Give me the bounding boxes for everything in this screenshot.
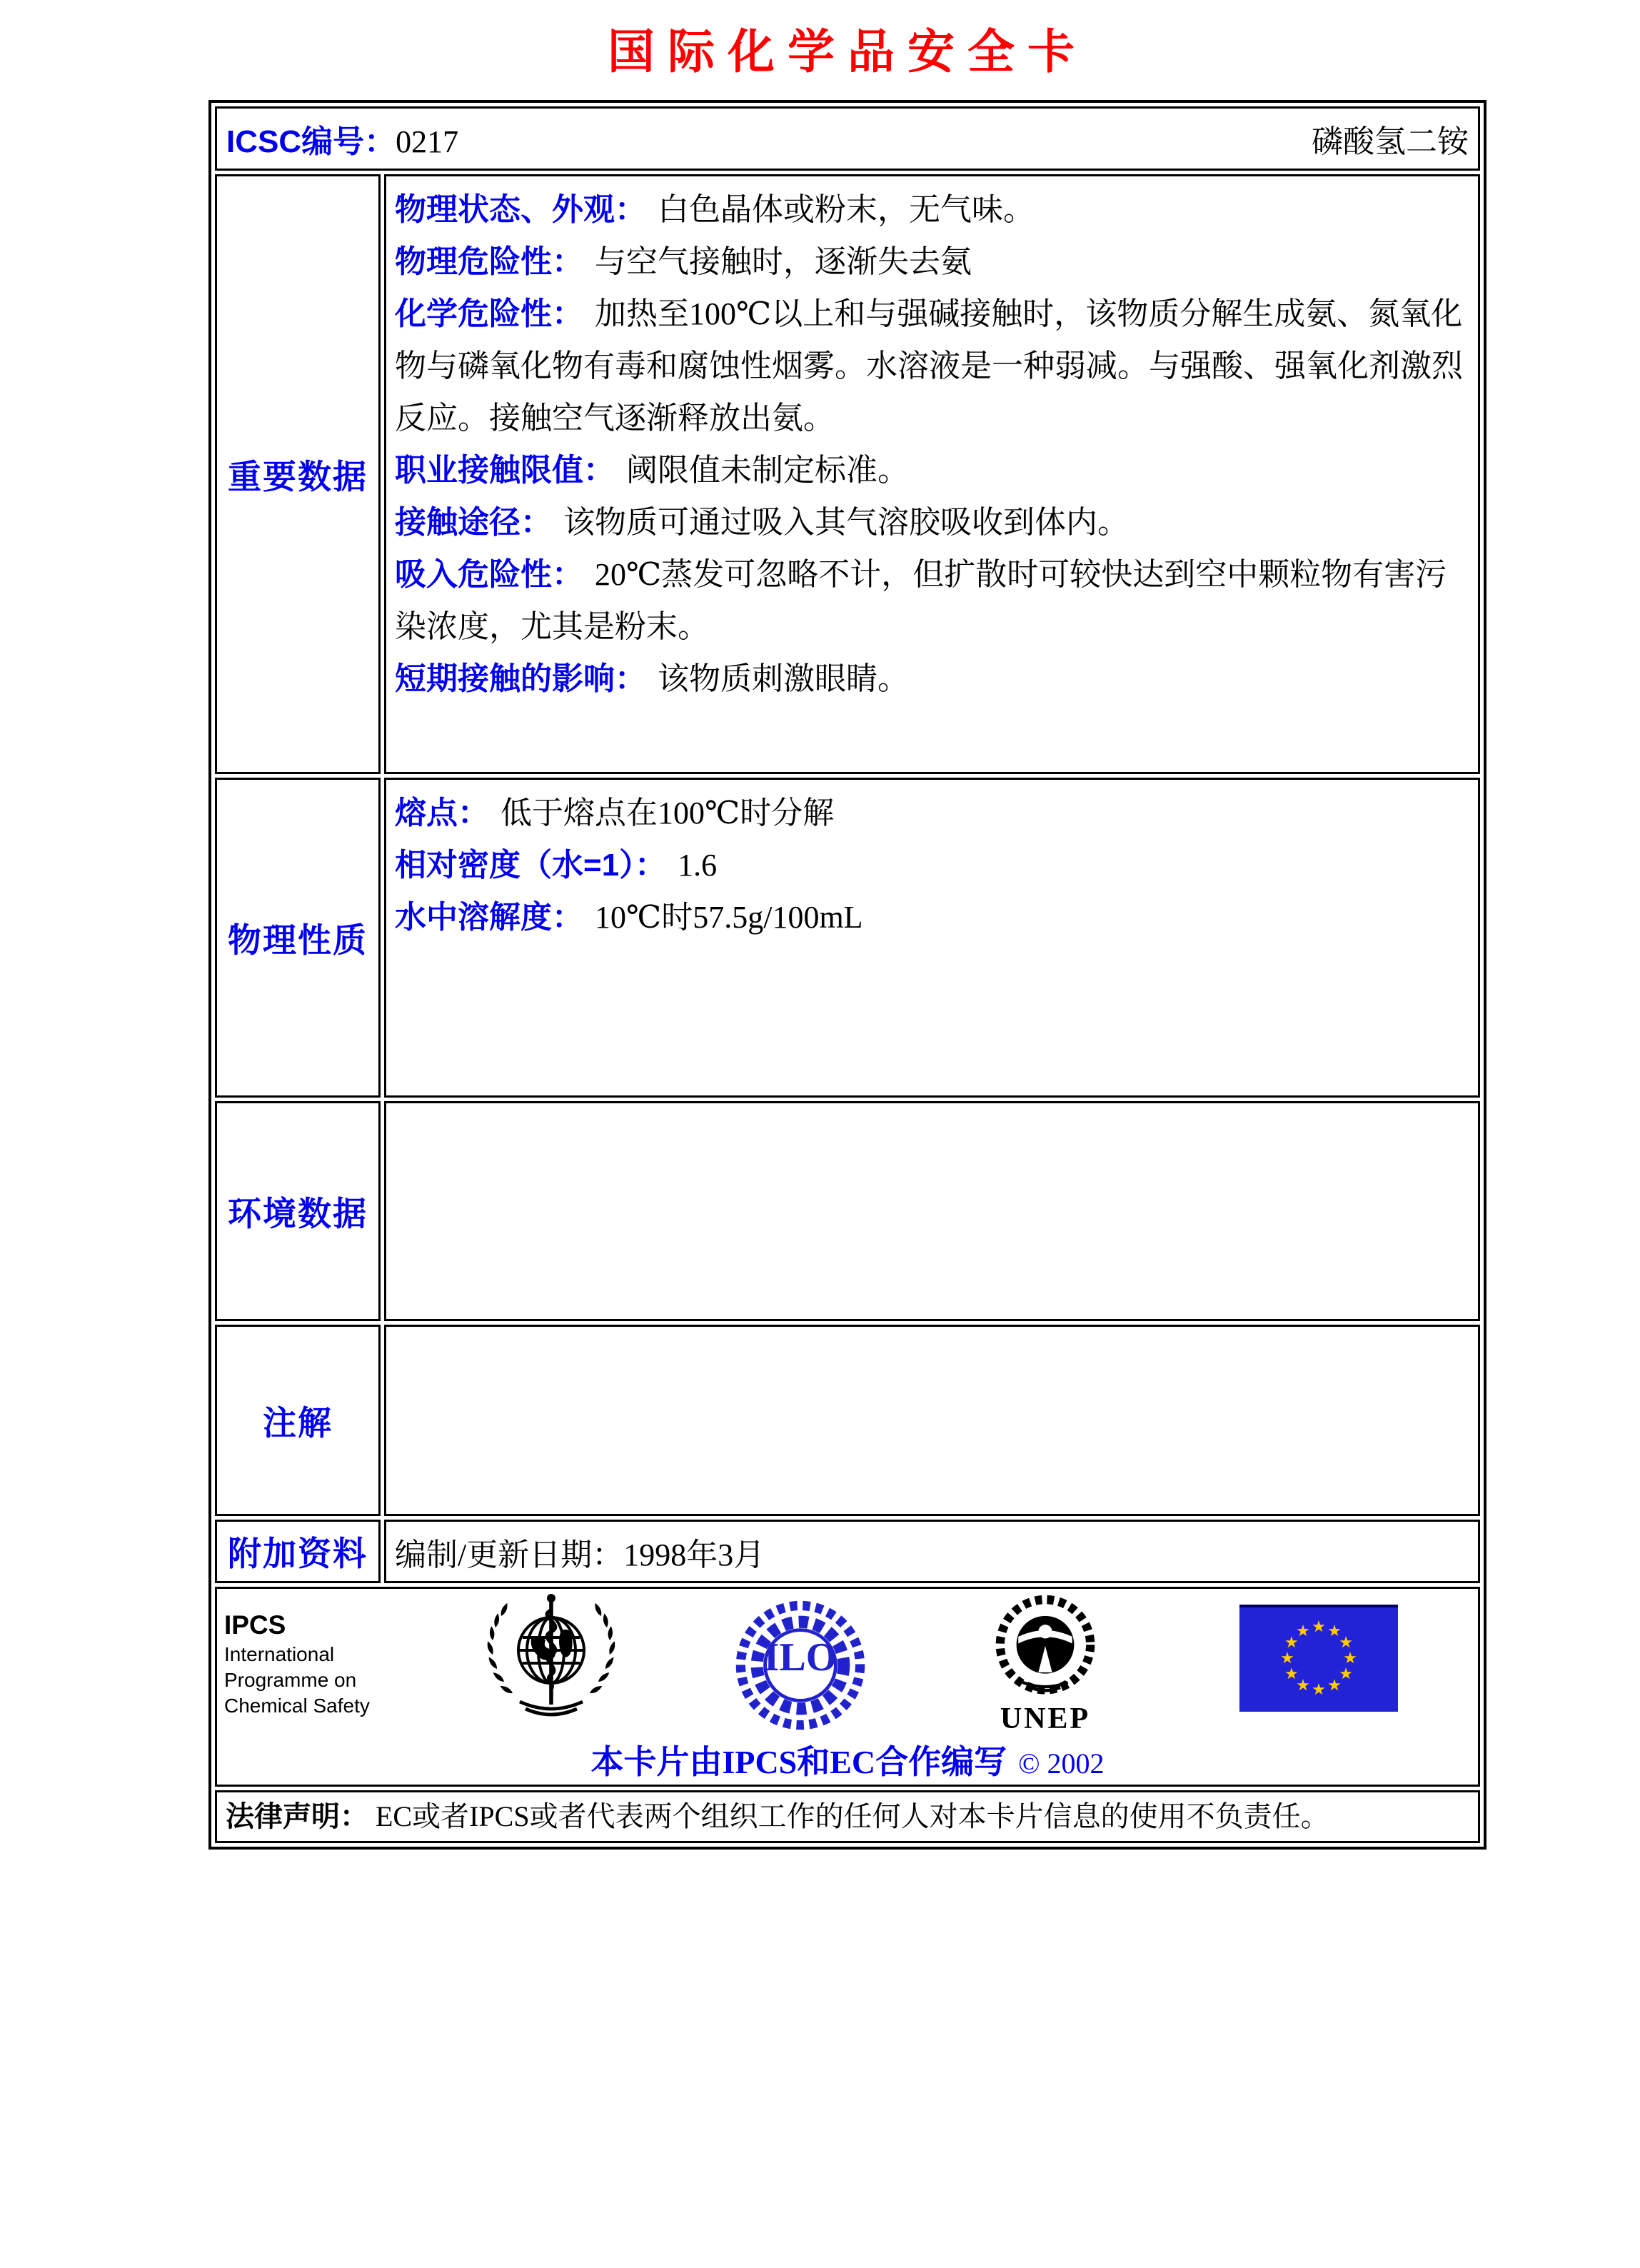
legal-label: 法律声明： bbox=[226, 1801, 368, 1832]
field-exposure-route bbox=[395, 496, 1468, 548]
field-chemical-hazard bbox=[395, 288, 1468, 444]
field-value: 10℃时57.5g/100mL bbox=[595, 900, 863, 935]
field-label: 化学危险性： bbox=[395, 296, 583, 331]
row-label-physical-properties: 物理性质 bbox=[215, 778, 381, 1098]
field-melting-point bbox=[395, 787, 1468, 839]
ipcs-line: Chemical Safety bbox=[224, 1695, 370, 1717]
important-data-content bbox=[384, 174, 1480, 774]
field-value: 该物质刺激眼睛。 bbox=[658, 661, 909, 696]
ilo-logo-block bbox=[733, 1597, 868, 1735]
field-physical-state bbox=[395, 184, 1468, 236]
row-label-environmental-data: 环境数据 bbox=[215, 1101, 381, 1321]
field-relative-density bbox=[395, 839, 1468, 891]
field-value: 该物质可通过吸入其气溶胶吸收到体内。 bbox=[563, 505, 1129, 540]
notes-content bbox=[384, 1325, 1480, 1516]
who-logo-icon bbox=[480, 1593, 623, 1742]
legal-row bbox=[215, 1790, 1480, 1843]
field-inhalation-risk bbox=[395, 548, 1468, 653]
field-label: 短期接触的影响： bbox=[395, 661, 646, 696]
field-label: 接触途径： bbox=[395, 505, 552, 540]
field-value: 低于熔点在100℃时分解 bbox=[500, 796, 835, 831]
field-label: 职业接触限值： bbox=[395, 453, 615, 488]
field-value: 20℃蒸发可忽略不计，但扩散时可较快达到空中颗粒物有害污染浓度，尤其是粉末。 bbox=[395, 557, 1447, 644]
field-label: 熔点： bbox=[395, 796, 489, 831]
field-value: 1.6 bbox=[678, 848, 718, 883]
field-label: 物理危险性： bbox=[395, 244, 583, 279]
field-value: 白色晶体或粉末，无气味。 bbox=[658, 192, 1035, 227]
icsc-number-value: 0217 bbox=[396, 124, 459, 159]
copyright-line bbox=[217, 1736, 1478, 1783]
footer-logos-row bbox=[215, 1587, 1480, 1787]
page-title: 国际化学品安全卡 bbox=[608, 24, 1087, 79]
row-label-important-data: 重要数据 bbox=[215, 174, 381, 774]
field-physical-hazard bbox=[395, 236, 1468, 288]
copyright-year: © 2002 bbox=[1018, 1747, 1105, 1780]
field-label: 吸入危险性： bbox=[395, 557, 583, 592]
field-value: 与空气接触时，逐渐失去氨 bbox=[595, 244, 972, 279]
ipcs-acronym: IPCS bbox=[224, 1610, 286, 1640]
field-value: 阈限值未制定标准。 bbox=[626, 453, 909, 488]
eu-flag-icon bbox=[1239, 1605, 1398, 1712]
field-label: 水中溶解度： bbox=[395, 900, 583, 935]
row-label-notes: 注解 bbox=[215, 1325, 381, 1516]
field-short-term-effects bbox=[395, 653, 1468, 705]
additional-info-content bbox=[384, 1520, 1480, 1583]
field-value: 加热至100℃以上和与强碱接触时，该物质分解生成氨、氮氧化物与磷氧化物有毒和腐蚀性烟雾。水溶液是一种弱减。与强酸、强氧化剂激烈反应。接触空气逐渐释放出氨。 bbox=[395, 296, 1463, 436]
field-occupational-limit bbox=[395, 444, 1468, 496]
ipcs-line: International bbox=[224, 1643, 335, 1665]
icsc-card-table bbox=[208, 100, 1486, 1850]
ipcs-text-block bbox=[224, 1609, 370, 1719]
icsc-number-field bbox=[226, 116, 458, 161]
header-row bbox=[215, 106, 1480, 171]
field-label: 物理状态、外观： bbox=[395, 192, 646, 227]
field-value: 编制/更新日期：1998年3月 bbox=[395, 1537, 765, 1572]
legal-text: EC或者IPCS或者代表两个组织工作的任何人对本卡片信息的使用不负责任。 bbox=[376, 1800, 1329, 1832]
field-update-date bbox=[395, 1529, 1468, 1581]
copyright-text: 本卡片由IPCS和EC合作编写 bbox=[590, 1744, 1007, 1780]
row-label-additional-info: 附加资料 bbox=[215, 1520, 381, 1583]
chemical-name: 磷酸氢二铵 bbox=[1312, 124, 1469, 159]
field-label: 相对密度（水=1）： bbox=[395, 848, 667, 883]
unep-logo-icon bbox=[982, 1595, 1108, 1702]
ipcs-line: Programme on bbox=[224, 1669, 357, 1691]
unep-logo-block bbox=[982, 1595, 1108, 1736]
icsc-number-label: ICSC编号： bbox=[226, 124, 396, 159]
field-water-solubility bbox=[395, 891, 1468, 943]
unep-wordmark: UNEP bbox=[1000, 1702, 1091, 1735]
ilo-monogram: ILO bbox=[763, 1635, 837, 1680]
environmental-data-content bbox=[384, 1101, 1480, 1321]
physical-properties-content bbox=[384, 778, 1480, 1098]
